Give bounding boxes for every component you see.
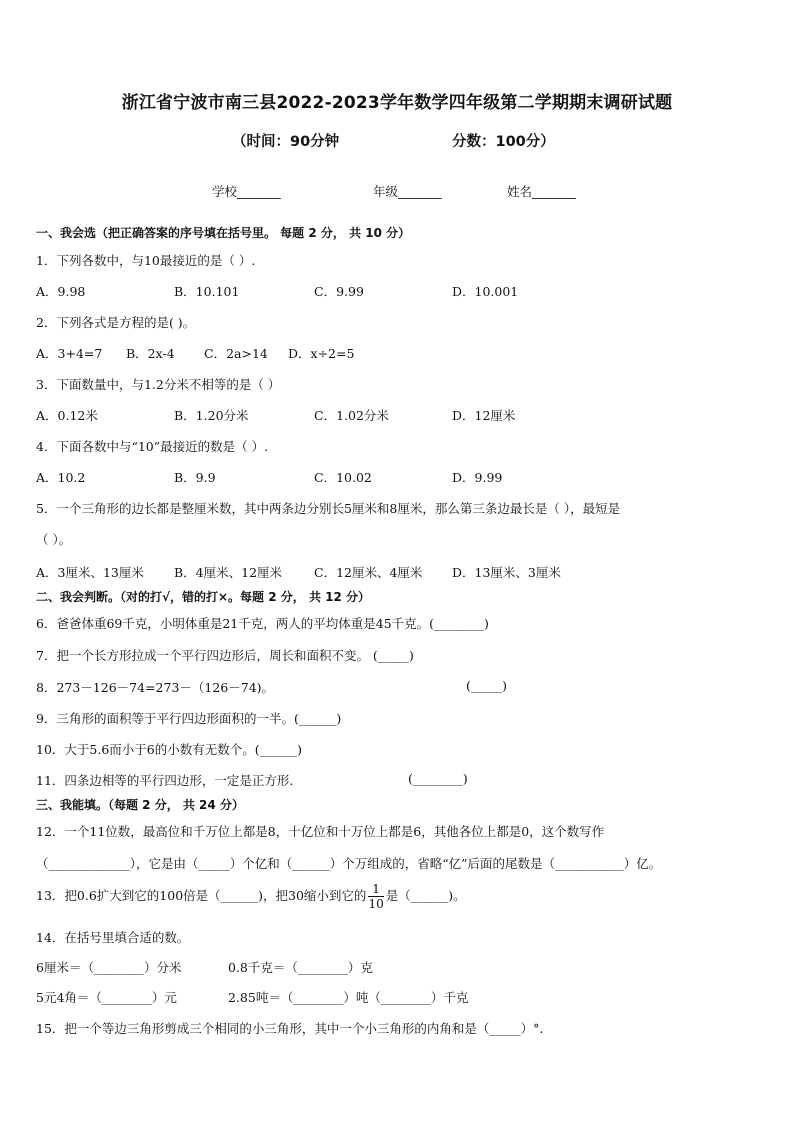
q3-option-b[interactable]: B．1.20分米 bbox=[174, 408, 249, 423]
q3-option-d[interactable]: D．12厘米 bbox=[452, 408, 516, 423]
question-5-cont: （ ）。 bbox=[36, 532, 72, 547]
q1-option-c[interactable]: C．9.99 bbox=[314, 284, 364, 299]
q4-option-c[interactable]: C．10.02 bbox=[314, 470, 372, 485]
fraction-one-tenth bbox=[368, 883, 383, 910]
question-10[interactable]: 10．大于5.6而小于6的小数有无数个。(______) bbox=[36, 742, 302, 757]
q2-option-d[interactable]: D．x÷2=5 bbox=[288, 346, 355, 361]
q2-option-c[interactable]: C．2a>14 bbox=[204, 346, 268, 361]
question-1: 1．下列各数中，与10最接近的是（ ）. bbox=[36, 253, 256, 268]
exam-time: （时间：90分钟 bbox=[232, 134, 340, 150]
q2-option-a[interactable]: A．3+4=7 bbox=[36, 346, 103, 361]
fraction-numerator: 1 bbox=[368, 883, 383, 897]
q4-option-b[interactable]: B．9.9 bbox=[174, 470, 216, 485]
q5-option-d[interactable]: D．13厘米、3厘米 bbox=[452, 565, 561, 580]
question-6[interactable]: 6．爸爸体重69千克，小明体重是21千克，两人的平均体重是45千克。(________) bbox=[36, 616, 489, 631]
q5-option-b[interactable]: B．4厘米、12厘米 bbox=[174, 565, 283, 580]
question-12-cont[interactable]: （_____________），它是由（_____）个亿和（______）个万组成的，省略“亿”后面的尾数是（___________）亿。 bbox=[36, 856, 662, 871]
grade-field[interactable]: 年级_______ bbox=[373, 184, 442, 199]
question-13[interactable] bbox=[36, 876, 466, 916]
section1-heading: 一、我会选（把正确答案的序号填在括号里。 每题 2 分， 共 10 分） bbox=[36, 226, 411, 240]
question-3: 3．下面数量中，与1.2分米不相等的是（ ） bbox=[36, 377, 281, 392]
name-field[interactable]: 姓名_______ bbox=[507, 184, 576, 199]
exam-score: 分数：100分） bbox=[452, 134, 555, 150]
q13-text-post: 是（______)。 bbox=[385, 888, 466, 903]
question-9[interactable]: 9．三角形的面积等于平行四边形面积的一半。(______) bbox=[36, 711, 342, 726]
question-14: 14．在括号里填合适的数。 bbox=[36, 930, 190, 945]
q14-item-a[interactable]: 6厘米＝（________）分米 bbox=[36, 960, 182, 975]
question-5: 5．一个三角形的边长都是整厘米数，其中两条边分别长5厘米和8厘米，那么第三条边最长是（ ），最短是 bbox=[36, 501, 621, 516]
q13-text-pre: 13．把0.6扩大到它的100倍是（______)，把30缩小到它的 bbox=[36, 888, 367, 903]
q14-item-b[interactable]: 0.8千克＝（________）克 bbox=[228, 960, 373, 975]
q14-item-d[interactable]: 2.85吨＝（________）吨（________）千克 bbox=[228, 990, 469, 1005]
q3-option-c[interactable]: C．1.02分米 bbox=[314, 408, 389, 423]
q14-item-c[interactable]: 5元4角＝（________）元 bbox=[36, 990, 177, 1005]
q1-option-b[interactable]: B．10.101 bbox=[174, 284, 240, 299]
question-8: 8．273－126－74=273－（126－74)。 bbox=[36, 680, 275, 695]
q4-option-a[interactable]: A．10.2 bbox=[36, 470, 86, 485]
question-15[interactable]: 15．把一个等边三角形剪成三个相同的小三角形，其中一个小三角形的内角和是（_____）°. bbox=[36, 1021, 544, 1036]
section2-heading: 二、我会判断。（对的打√，错的打×。每题 2 分， 共 12 分） bbox=[36, 590, 370, 604]
q1-option-a[interactable]: A．9.98 bbox=[36, 284, 86, 299]
exam-title: 浙江省宁波市南三县2022-2023学年数学四年级第二学期期末调研试题 bbox=[121, 93, 673, 113]
question-11-blank[interactable]: (________) bbox=[408, 771, 468, 786]
q1-option-d[interactable]: D．10.001 bbox=[452, 284, 519, 299]
question-4: 4．下面各数中与“10”最接近的数是（ ）. bbox=[36, 439, 269, 454]
fraction-denominator: 10 bbox=[368, 897, 384, 911]
section3-heading: 三、我能填。（每题 2 分， 共 24 分） bbox=[36, 798, 244, 812]
school-field[interactable]: 学校_______ bbox=[212, 184, 281, 199]
q5-option-a[interactable]: A．3厘米、13厘米 bbox=[36, 565, 144, 580]
q5-option-c[interactable]: C．12厘米、4厘米 bbox=[314, 565, 423, 580]
q2-option-b[interactable]: B．2x-4 bbox=[126, 346, 175, 361]
q3-option-a[interactable]: A．0.12米 bbox=[36, 408, 98, 423]
question-11: 11．四条边相等的平行四边形，一定是正方形. bbox=[36, 773, 294, 788]
question-7[interactable]: 7．把一个长方形拉成一个平行四边形后，周长和面积不变。 (_____) bbox=[36, 648, 414, 663]
question-8-blank[interactable]: (_____) bbox=[466, 678, 508, 693]
q4-option-d[interactable]: D．9.99 bbox=[452, 470, 503, 485]
question-12: 12．一个11位数，最高位和千万位上都是8，十亿位和十万位上都是6，其他各位上都是0，这个数写作 bbox=[36, 824, 605, 839]
question-2: 2．下列各式是方程的是( )。 bbox=[36, 315, 196, 330]
